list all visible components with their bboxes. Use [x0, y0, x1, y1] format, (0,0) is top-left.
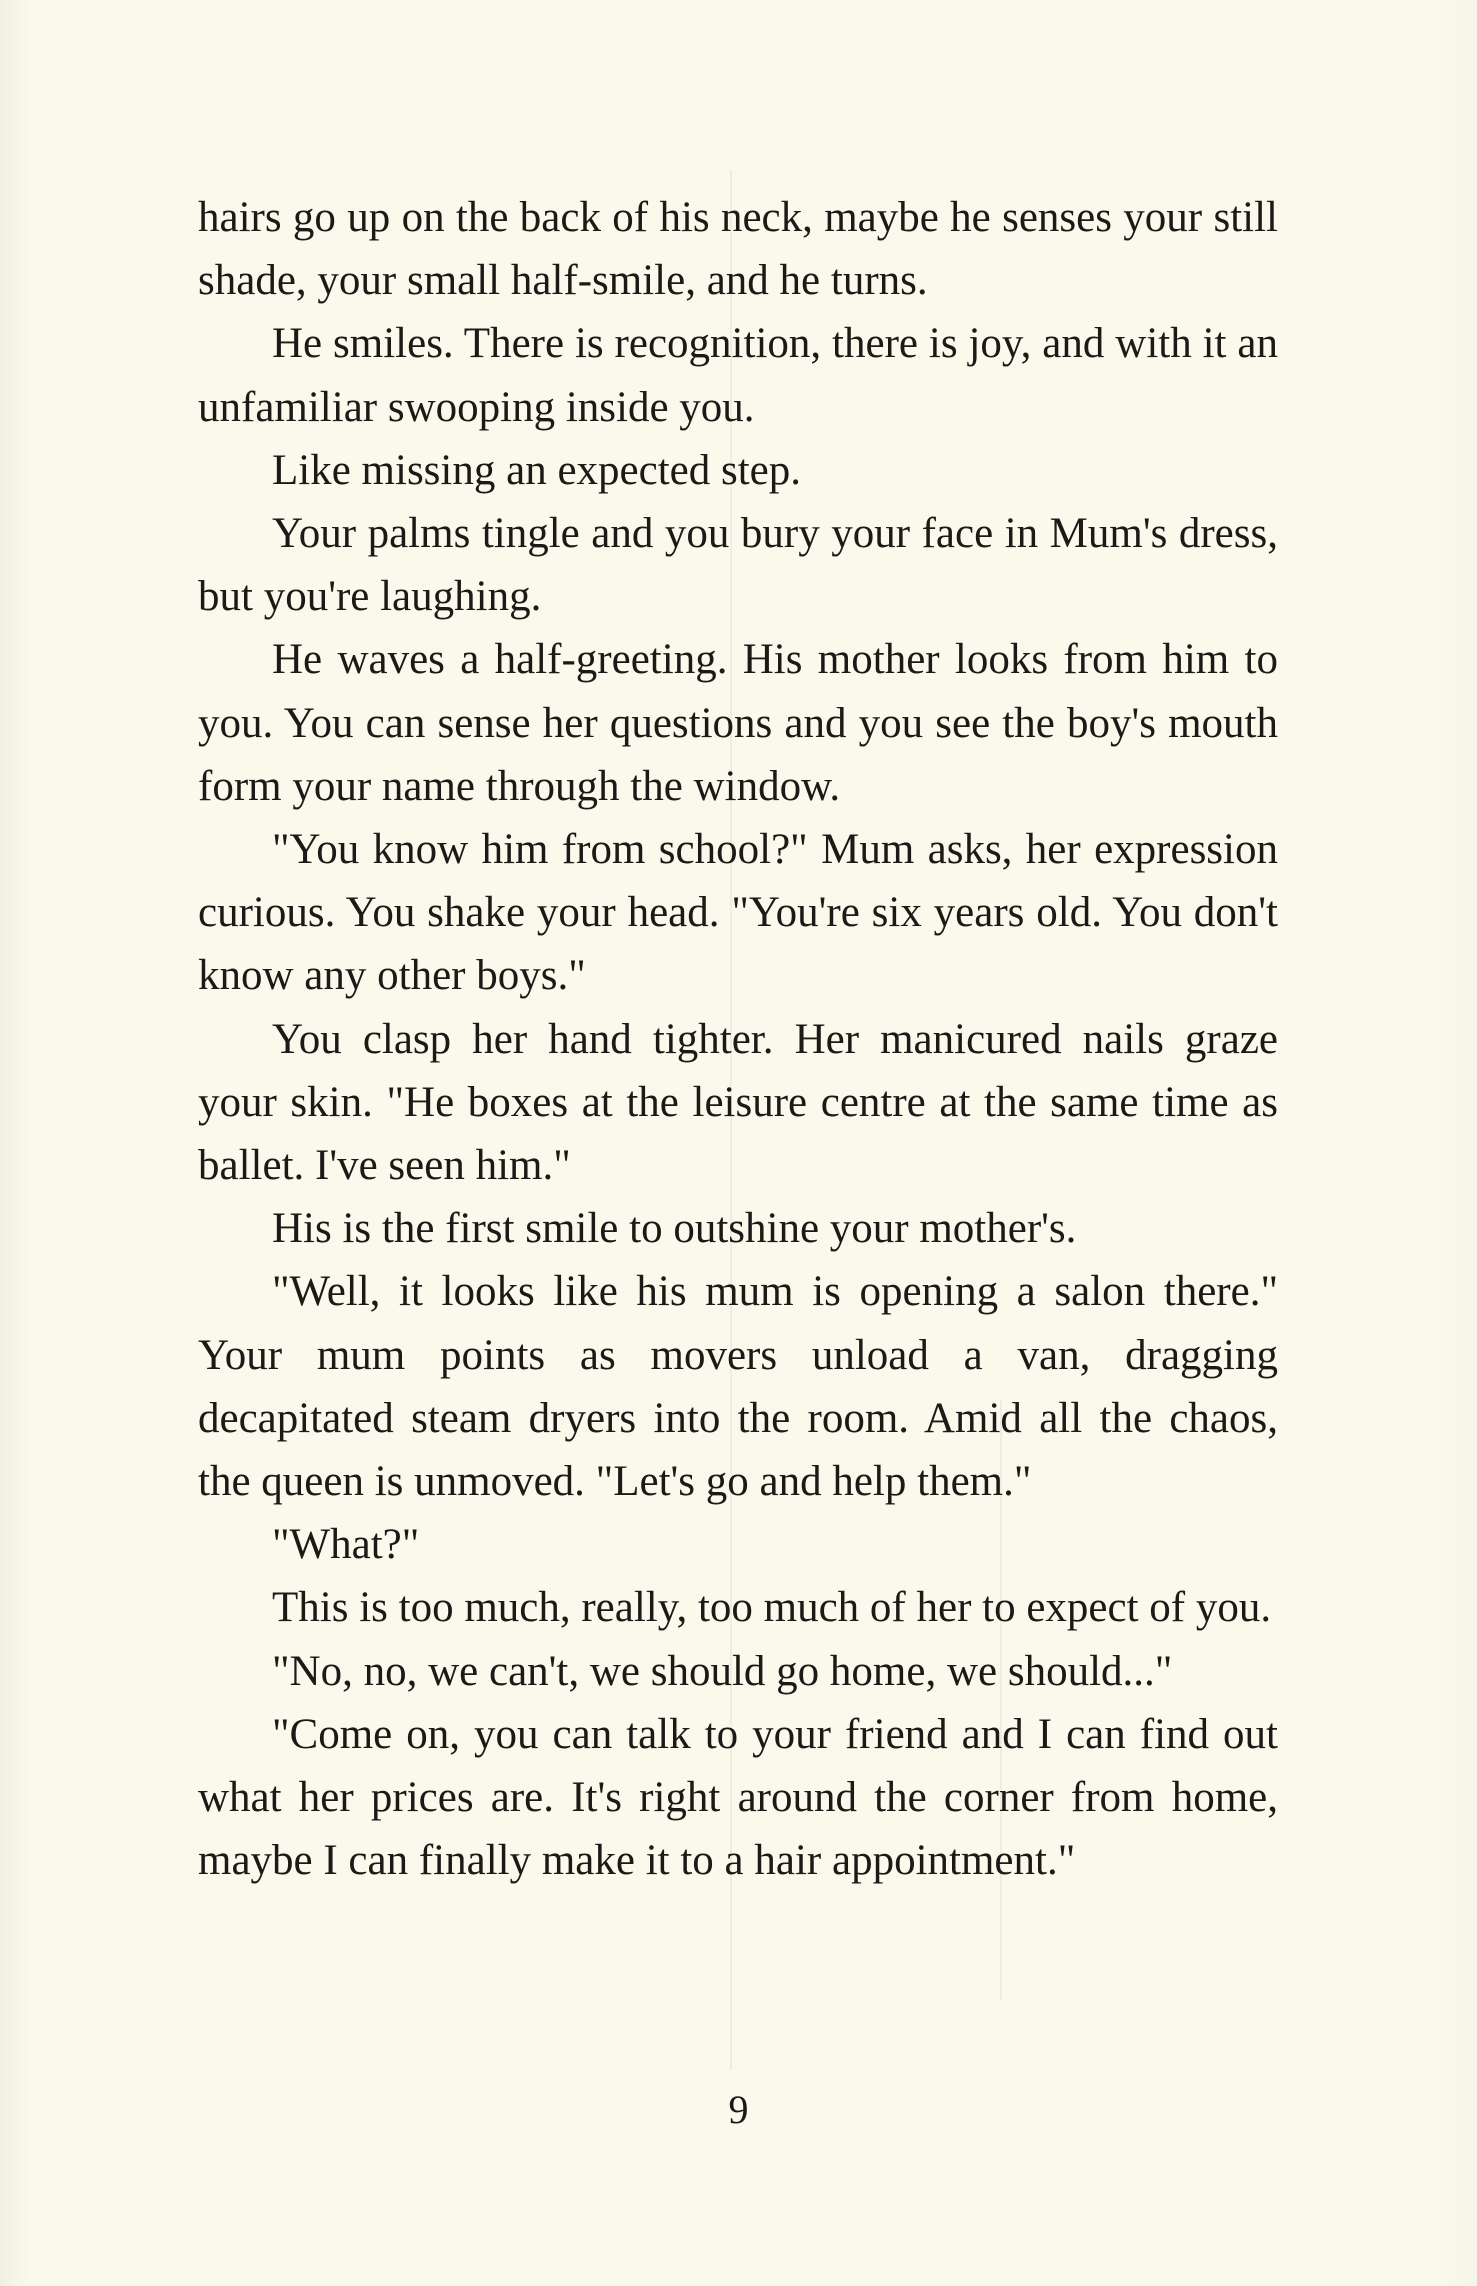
paragraph: He waves a half-greeting. His mother looks from him to you. You can sense her questions and you see the boy's mouth form your name through the window.	[198, 636, 1278, 810]
paragraph: You clasp her hand tighter. Her manicured nails graze your skin. "He boxes at the leisure centre at the same time as ballet. I've seen him."	[198, 1015, 1278, 1190]
paragraph: "Come on, you can talk to your friend and I can find out what her prices are. It's right around the corner from home, maybe I can finally make it to a hair appointment."	[198, 1710, 1278, 1885]
paragraph: His is the first smile to outshine your mother's.	[272, 1205, 1077, 1253]
body-text	[198, 186, 1278, 1892]
paragraph: He smiles. There is recognition, there is joy, and with it an unfamiliar swooping inside you.	[198, 320, 1278, 431]
paragraph: "Well, it looks like his mum is opening a salon there." Your mum points as movers unload a van, dragging decapitated steam dryers into the room. Amid all the chaos, the queen is unmoved. "Let's go and help them."	[198, 1268, 1278, 1506]
paragraph: "No, no, we can't, we should go home, we should..."	[272, 1647, 1173, 1695]
page-number: 9	[728, 2087, 749, 2132]
paragraph: hairs go up on the back of his neck, maybe he senses your still shade, your small half-smile, and he turns.	[198, 194, 1278, 305]
paragraph: This is too much, really, too much of her to expect of you.	[272, 1584, 1272, 1632]
paragraph: "What?"	[272, 1521, 420, 1569]
paragraph: "You know him from school?" Mum asks, her expression curious. You shake your head. "You're six years old. You don't know any other boys."	[198, 826, 1278, 1000]
paragraph: Your palms tingle and you bury your face in Mum's dress, but you're laughing.	[198, 510, 1278, 621]
paragraph: Like missing an expected step.	[272, 446, 801, 494]
